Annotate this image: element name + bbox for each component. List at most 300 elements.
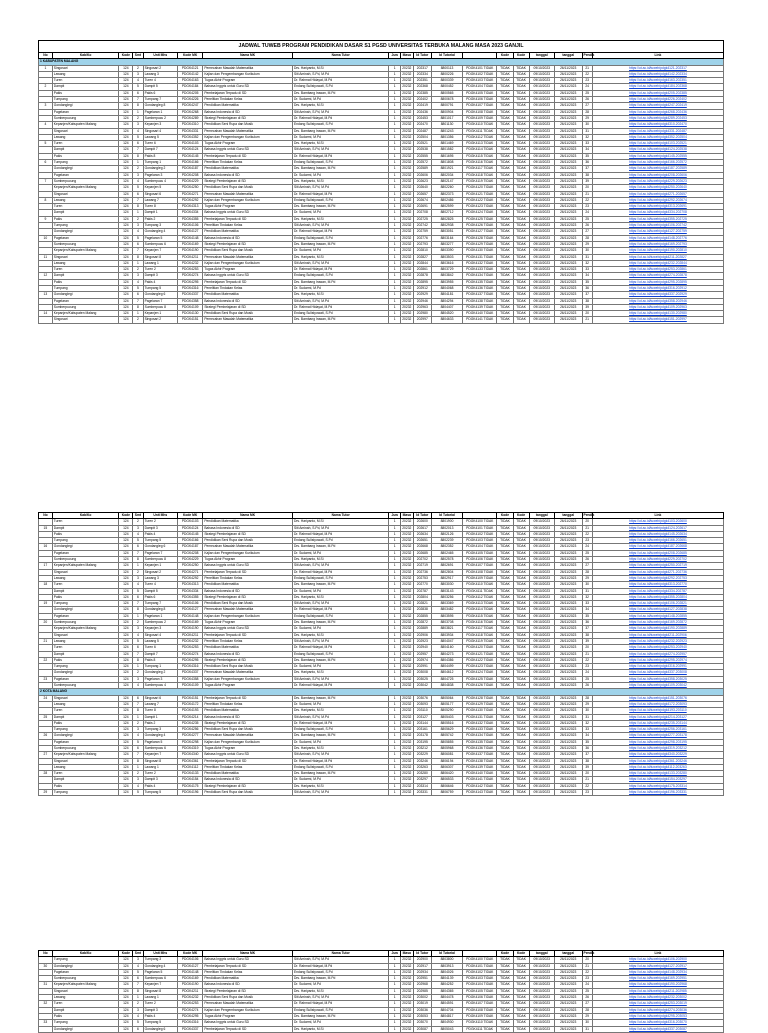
tuweb-link[interactable]: https://ut.ac.id/tuweb/pdgk4145-202555 — [592, 153, 723, 159]
status-cell: TIDAK — [513, 790, 529, 796]
tuweb-link[interactable]: https://ut.ac.id/tuweb/pdgk4313-202770 — [592, 582, 723, 588]
tuweb-link[interactable]: https://ut.ac.id/tuweb/pdgk4127-202838 — [592, 607, 723, 613]
tuweb-link[interactable]: https://ut.ac.id/tuweb/pdgk4316-203070 — [592, 1020, 723, 1026]
juw-cell: 1 — [389, 172, 400, 178]
nama-tutor-cell: Drs. Bambang Irawan, M.Pd — [292, 771, 389, 777]
extra-cell: PDGK4129 TIDAK — [463, 241, 497, 247]
row-number: 16 — [39, 544, 53, 550]
juw-cell: 1 — [389, 191, 400, 197]
masa-cell: 20232 — [402, 1007, 412, 1012]
kabko-cell: Kepanjen/Kabupaten Malang — [52, 311, 119, 317]
tanggal-cell: 26/11/2023 — [554, 739, 582, 745]
tuweb-link[interactable]: https://ut.ac.id/tuweb/pdgk4289-202453 — [592, 115, 723, 121]
tuweb-link[interactable]: https://ut.ac.id/tuweb/pdgk4166-202572 — [592, 160, 723, 166]
nama-tutor-cell: Drs. Hariyanto, M.Si — [292, 557, 389, 563]
tanggal-cell: 26/11/2023 — [554, 683, 582, 689]
unit-cell: Singosari 8 — [143, 758, 177, 764]
column-header: Link — [592, 53, 723, 59]
tuweb-link[interactable]: https://ut.ac.id/tuweb/pdgk4256-203161 — [592, 727, 723, 733]
masa-cell: 20232 — [402, 783, 412, 788]
id-tutorial-cell: 8804591 — [431, 1001, 462, 1007]
id-tutorial-cell: 8804478 — [431, 995, 462, 1001]
tuweb-link[interactable]: https://ut.ac.id/tuweb/pdgk4274-202878 — [592, 273, 723, 279]
nama-mk-cell: Pendidikan Matematika — [203, 229, 293, 235]
status-cell: TIDAK — [497, 223, 513, 229]
tuweb-link[interactable]: https://ut.ac.id/tuweb/pdgk4163-202351 — [592, 78, 723, 84]
tuweb-link[interactable]: https://ut.ac.id/tuweb/pdgk4355-202725 — [592, 216, 723, 222]
nama-mk-cell: Pendidikan Matematika — [203, 166, 293, 172]
row-number: 15 — [39, 525, 53, 531]
tuweb-link[interactable]: https://ut.ac.id/tuweb/pdgk4151-202997 — [592, 317, 723, 323]
tuweb-link[interactable]: https://ut.ac.id/tuweb/pdgk4190-202889 — [592, 626, 723, 632]
pendik-cell: 22 — [582, 657, 592, 663]
kode-cell: 124 — [119, 601, 133, 607]
nama-tutor-cell: Endang Sulistyowati, S.Pd — [292, 197, 389, 203]
tuweb-link[interactable]: https://ut.ac.id/tuweb/pdgk4166-202651 — [592, 538, 723, 544]
kode-cell: 124 — [119, 963, 133, 969]
unit-cell: Kepanjen 5 — [143, 185, 177, 191]
masa-cell: 20232 — [402, 109, 412, 114]
tanggal-cell: 26/11/2023 — [554, 976, 582, 982]
tuweb-link[interactable]: https://ut.ac.id/tuweb/pdgk4124-202538 — [592, 147, 723, 153]
juw-cell: 1 — [389, 254, 400, 260]
unit-cell: Sumberpucu 8 — [143, 557, 177, 563]
tuweb-link[interactable]: https://ut.ac.id/tuweb/pdgk4124-202617 — [592, 525, 723, 531]
kabko-cell: Singosari — [52, 632, 119, 638]
status-cell: TIDAK — [497, 569, 513, 575]
tuweb-link[interactable]: https://ut.ac.id/tuweb/pdgk4142-202334 — [592, 71, 723, 77]
juw-cell: 1 — [389, 626, 400, 632]
kode-mk-cell: PDGK4121 — [178, 65, 203, 71]
kabko-cell: Singosari — [52, 65, 119, 71]
pendik-cell: 20 — [582, 645, 592, 651]
masa-cell: 20232 — [402, 1026, 412, 1031]
tuweb-link[interactable]: https://ut.ac.id/tuweb/pdgk4352-202504 — [592, 134, 723, 140]
kode-cell: 124 — [119, 550, 133, 556]
tuweb-link[interactable]: https://ut.ac.id/tuweb/pdgk4127-202917 — [592, 963, 723, 969]
tuweb-link[interactable]: https://ut.ac.id/tuweb/pdgk4247-202419 — [592, 103, 723, 109]
tuweb-link[interactable]: https://ut.ac.id/tuweb/pdgk4154-203297 — [592, 777, 723, 783]
status-cell: TIDAK — [513, 601, 529, 607]
tuweb-link[interactable]: https://ut.ac.id/tuweb/pdgk4148-202776 — [592, 235, 723, 241]
extra-cell: PDGK4113 TIDAK — [463, 141, 497, 147]
tuweb-link[interactable]: https://ut.ac.id/tuweb/pdgk4175-203314 — [592, 783, 723, 789]
status-cell: TIDAK — [497, 1020, 513, 1026]
document-title: JADWAL TUWEB PROGRAM PENDIDIKAN DASAR S1 PGSD UNIVERSITAS TERBUKA MALANG MASA 2023 GANJIL — [38, 40, 724, 52]
tuweb-link[interactable]: https://ut.ac.id/tuweb/pdgk4148-202934 — [592, 969, 723, 975]
tuweb-link[interactable]: https://ut.ac.id/tuweb/pdgk4169-202872 — [592, 620, 723, 626]
tuweb-link[interactable]: https://ut.ac.id/tuweb/pdgk4205-202385 — [592, 90, 723, 96]
semester-cell: 3 — [133, 626, 143, 632]
status-cell: TIDAK — [513, 172, 529, 178]
tuweb-link[interactable]: https://ut.ac.id/tuweb/pdgk4358-203025 — [592, 676, 723, 682]
id-tutorial-cell: 8804838 — [431, 683, 462, 689]
extra-cell: PDGK4102 TIDAK — [463, 531, 497, 537]
tanggal-cell: 09/10/2023 — [529, 557, 554, 563]
column-header: tanggal — [554, 951, 582, 957]
nama-mk-cell: Pembelajaran Terpadu di SD — [203, 695, 293, 701]
semester-cell: 2 — [133, 115, 143, 121]
tuweb-link[interactable]: https://ut.ac.id/tuweb/pdgk4271-202657 — [592, 191, 723, 197]
id-tutor-cell: 202946 — [413, 298, 431, 304]
tuweb-link[interactable]: https://ut.ac.id/tuweb/pdgk4232-203002 — [592, 995, 723, 1001]
semester-cell: 3 — [133, 172, 143, 178]
kode-mk-cell: PDGK4235 — [178, 720, 203, 726]
masa-cell: 20232 — [402, 594, 412, 599]
status-cell: TIDAK — [513, 147, 529, 153]
id-tutorial-cell: 8806420 — [431, 771, 462, 777]
tuweb-link[interactable]: https://ut.ac.id/tuweb/pdgk4103-202521 — [592, 141, 723, 147]
tuweb-link[interactable]: https://ut.ac.id/tuweb/pdgk4133-203280 — [592, 771, 723, 777]
juw-cell: 1 — [389, 733, 400, 739]
kode-mk-cell: PDGK4124 — [178, 525, 203, 531]
tuweb-link[interactable]: https://ut.ac.id/tuweb/pdgk4184-202368 — [592, 84, 723, 90]
id-tutor-cell: 202810 — [413, 248, 431, 254]
nama-mk-cell: Pembelajaran Terpadu di SD — [203, 279, 293, 285]
tanggal-cell: 26/11/2023 — [554, 632, 582, 638]
tuweb-link[interactable]: https://ut.ac.id/tuweb/pdgk4235-203144 — [592, 720, 723, 726]
nama-tutor-cell: Dr. Sudarmi, M.Pd — [292, 172, 389, 178]
tuweb-link[interactable]: https://ut.ac.id/tuweb/pdgk4145-202634 — [592, 531, 723, 537]
tanggal-cell: 09/10/2023 — [529, 544, 554, 550]
id-tutor-cell: 202470 — [413, 122, 431, 128]
id-tutorial-cell: 8805403 — [431, 714, 462, 720]
tuweb-link[interactable]: https://ut.ac.id/tuweb/pdgk4187-202668 — [592, 544, 723, 550]
tuweb-link[interactable]: https://ut.ac.id/tuweb/pdgk4250-202719 — [592, 563, 723, 569]
table-row — [39, 317, 724, 323]
semester-cell: 8 — [133, 607, 143, 613]
tanggal-cell: 09/10/2023 — [529, 790, 554, 796]
kode-mk-cell: PDGK4151 — [178, 695, 203, 701]
semester-cell: 3 — [133, 223, 143, 229]
tanggal-cell: 09/10/2023 — [529, 733, 554, 739]
row-number: 8 — [39, 197, 53, 203]
tuweb-link[interactable]: https://ut.ac.id/tuweb/pdgk4106-202821 — [592, 601, 723, 607]
nama-mk-cell: Tugas Akhir Program — [203, 745, 293, 751]
tuweb-link[interactable]: https://ut.ac.id/tuweb/pdgk4109-202963 — [592, 304, 723, 310]
kabko-cell: Tumpang — [52, 97, 119, 103]
tanggal-cell: 26/11/2023 — [554, 582, 582, 588]
id-tutorial-cell: 8803390 — [431, 248, 462, 254]
id-tutorial-cell: 8802917 — [431, 575, 462, 581]
id-tutorial-cell: 8801808 — [431, 160, 462, 166]
nama-tutor-cell: Dr. Rahmat Hidayat, M.Pd — [292, 531, 389, 537]
tanggal-cell: 26/11/2023 — [554, 178, 582, 184]
tuweb-link[interactable]: https://ut.ac.id/tuweb/pdgk4277-203178 — [592, 733, 723, 739]
tuweb-link[interactable]: https://ut.ac.id/tuweb/pdgk4337-203008 — [592, 670, 723, 676]
nama-tutor-cell: Siti Aminah, S.Pd, M.Pd — [292, 714, 389, 720]
masa-cell: 20232 — [402, 695, 412, 700]
status-cell: TIDAK — [513, 235, 529, 241]
tuweb-link[interactable]: https://ut.ac.id/tuweb/pdgk4214-203127 — [592, 714, 723, 720]
tuweb-link[interactable]: https://ut.ac.id/tuweb/pdgk4169-202951 — [592, 976, 723, 982]
unit-cell: Pakis 2 — [143, 216, 177, 222]
kode-cell: 124 — [119, 185, 133, 191]
row-number — [39, 1026, 53, 1032]
tuweb-link[interactable]: https://ut.ac.id/tuweb/pdgk4253-202940 — [592, 645, 723, 651]
tuweb-link[interactable]: https://ut.ac.id/tuweb/pdgk4358-202946 — [592, 298, 723, 304]
tuweb-link[interactable]: https://ut.ac.id/tuweb/pdgk4253-203019 — [592, 1001, 723, 1007]
nama-tutor-cell: Drs. Hariyanto, M.Si — [292, 783, 389, 789]
masa-cell: 20232 — [402, 790, 412, 795]
nama-mk-cell: Bahasa Indonesia di SD — [203, 777, 293, 783]
kode-cell: 124 — [119, 969, 133, 975]
tanggal-cell: 26/11/2023 — [554, 97, 582, 103]
tuweb-link[interactable]: https://ut.ac.id/tuweb/pdgk4334-202708 — [592, 210, 723, 216]
masa-cell: 20232 — [402, 626, 412, 631]
kode-cell: 124 — [119, 134, 133, 140]
status-cell: TIDAK — [513, 701, 529, 707]
tanggal-cell: 09/10/2023 — [529, 235, 554, 241]
semester-cell: 8 — [133, 204, 143, 210]
masa-cell: 20232 — [402, 777, 412, 782]
nama-tutor-cell: Drs. Bambang Irawan, M.Pd — [292, 166, 389, 172]
tanggal-cell: 09/10/2023 — [529, 1001, 554, 1007]
id-tutorial-cell: 8804273 — [431, 651, 462, 657]
tuweb-link[interactable]: https://ut.ac.id/tuweb/pdgk4211-202906 — [592, 632, 723, 638]
tuweb-link[interactable]: https://ut.ac.id/tuweb/pdgk4112-203263 — [592, 764, 723, 770]
unit-cell: Pakis 6 — [143, 594, 177, 600]
tuweb-link[interactable]: https://ut.ac.id/tuweb/pdgk4106-202900 — [592, 957, 723, 963]
tuweb-link[interactable]: https://ut.ac.id/tuweb/pdgk4298-203195 — [592, 739, 723, 745]
kode-cell: 124 — [119, 115, 133, 121]
tanggal-cell: 09/10/2023 — [529, 317, 554, 323]
kabko-cell: Tumpang — [52, 601, 119, 607]
tanggal-cell: 09/10/2023 — [529, 285, 554, 291]
status-cell: TIDAK — [513, 963, 529, 969]
tuweb-link[interactable]: https://ut.ac.id/tuweb/pdgk4208-202606 — [592, 172, 723, 178]
tuweb-link[interactable]: https://ut.ac.id/tuweb/pdgk4127-202759 — [592, 229, 723, 235]
extra-cell: PDGK4104 TIDAK — [463, 982, 497, 988]
kode-cell: 124 — [119, 216, 133, 222]
kabko-cell: Dampit — [52, 651, 119, 657]
tuweb-link[interactable]: https://ut.ac.id/tuweb/pdgk4196-203331 — [592, 790, 723, 796]
semester-cell: 7 — [133, 701, 143, 707]
masa-cell: 20232 — [402, 260, 412, 265]
tuweb-link[interactable]: https://ut.ac.id/tuweb/pdgk4250-202640 — [592, 185, 723, 191]
tanggal-cell: 09/10/2023 — [529, 103, 554, 109]
tanggal-cell: 09/10/2023 — [529, 714, 554, 720]
id-tutor-cell: 202787 — [413, 588, 431, 594]
tuweb-link[interactable]: https://ut.ac.id/tuweb/pdgk4337-203087 — [592, 1026, 723, 1032]
kabko-cell: Tumpang — [52, 538, 119, 544]
id-tutorial-cell: 8801017 — [431, 115, 462, 121]
nama-mk-cell: Bahasa Inggris untuk Guru SD — [203, 957, 293, 963]
tuweb-link[interactable]: https://ut.ac.id/tuweb/pdgk4295-202895 — [592, 279, 723, 285]
status-cell: TIDAK — [497, 557, 513, 563]
tuweb-link[interactable]: https://ut.ac.id/tuweb/pdgk4103-202600 — [592, 519, 723, 525]
semester-cell: 4 — [133, 178, 143, 184]
unit-cell: Lawang 1 — [143, 995, 177, 1001]
extra-cell: PDGK4136 TIDAK — [463, 745, 497, 751]
pendik-cell: 23 — [582, 790, 592, 796]
tuweb-link[interactable]: https://ut.ac.id/tuweb/pdgk4268-202436 — [592, 109, 723, 115]
tuweb-link[interactable]: https://ut.ac.id/tuweb/pdgk4316-202991 — [592, 664, 723, 670]
tuweb-link[interactable]: https://ut.ac.id/tuweb/pdgk4190-202968 — [592, 982, 723, 988]
tuweb-link[interactable]: https://ut.ac.id/tuweb/pdgk4229-202702 — [592, 557, 723, 563]
semester-cell: 4 — [133, 229, 143, 235]
kabko-cell: Sumberpucung — [52, 178, 119, 184]
tuweb-link[interactable]: https://ut.ac.id/tuweb/pdgk4274-203036 — [592, 1007, 723, 1013]
status-cell: TIDAK — [497, 620, 513, 626]
tanggal-cell: 26/11/2023 — [554, 563, 582, 569]
tuweb-link[interactable]: https://ut.ac.id/tuweb/pdgk4292-202674 — [592, 197, 723, 203]
tuweb-link[interactable]: https://ut.ac.id/tuweb/pdgk4211-202827 — [592, 254, 723, 260]
tanggal-cell: 09/10/2023 — [529, 172, 554, 178]
kode-mk-cell: PDGK4151 — [178, 317, 203, 323]
tuweb-link[interactable]: https://ut.ac.id/tuweb/pdgk4361-203246 — [592, 758, 723, 764]
tuweb-link[interactable]: https://ut.ac.id/tuweb/pdgk4208-202685 — [592, 550, 723, 556]
unit-cell: Gondangleg 2 — [143, 166, 177, 172]
id-tutor-cell: 202844 — [413, 260, 431, 266]
kode-cell: 124 — [119, 594, 133, 600]
kabko-cell: Pagelaran — [52, 550, 119, 556]
pendik-cell: 21 — [582, 777, 592, 783]
kode-mk-cell: PDGK4229 — [178, 557, 203, 563]
juw-cell: 1 — [389, 708, 400, 714]
status-cell: TIDAK — [497, 670, 513, 676]
status-cell: TIDAK — [497, 1001, 513, 1007]
status-cell: TIDAK — [497, 651, 513, 657]
tuweb-link[interactable]: https://ut.ac.id/tuweb/pdgk4310-202470 — [592, 122, 723, 128]
tuweb-link[interactable]: https://ut.ac.id/tuweb/pdgk4355-202804 — [592, 594, 723, 600]
tanggal-cell: 26/11/2023 — [554, 84, 582, 90]
masa-cell: 20232 — [402, 147, 412, 152]
masa-cell: 20232 — [402, 544, 412, 549]
status-cell: TIDAK — [513, 279, 529, 285]
id-tutor-cell: 202793 — [413, 241, 431, 247]
extra-cell: PDGK4106 TIDAK — [463, 557, 497, 563]
tanggal-cell: 26/11/2023 — [554, 147, 582, 153]
tuweb-link[interactable]: https://ut.ac.id/tuweb/pdgk4130-202980 — [592, 311, 723, 317]
pendik-cell: 25 — [582, 676, 592, 682]
kode-cell: 124 — [119, 758, 133, 764]
id-tutorial-cell: 8804704 — [431, 1007, 462, 1013]
tuweb-link[interactable]: https://ut.ac.id/tuweb/pdgk4232-202923 — [592, 638, 723, 644]
tanggal-cell: 26/11/2023 — [554, 525, 582, 531]
tanggal-cell: 26/11/2023 — [554, 758, 582, 764]
tanggal-cell: 26/11/2023 — [554, 260, 582, 266]
tanggal-cell: 09/10/2023 — [529, 745, 554, 751]
tuweb-link[interactable]: https://ut.ac.id/tuweb/pdgk4316-202912 — [592, 285, 723, 291]
id-tutor-cell: 203263 — [413, 764, 431, 770]
column-header: No — [39, 513, 53, 519]
tuweb-link[interactable]: https://ut.ac.id/tuweb/pdgk4319-203212 — [592, 745, 723, 751]
unit-cell: Pagelaran 1 — [143, 613, 177, 619]
masa-cell: 20232 — [402, 771, 412, 776]
tuweb-link[interactable]: https://ut.ac.id/tuweb/pdgk4106-202742 — [592, 223, 723, 229]
tuweb-link[interactable]: https://ut.ac.id/tuweb/pdgk4187-202589 — [592, 166, 723, 172]
tuweb-link[interactable]: https://ut.ac.id/tuweb/pdgk4226-202402 — [592, 97, 723, 103]
kabko-cell: Turen — [52, 1001, 119, 1007]
tuweb-link[interactable]: https://ut.ac.id/tuweb/pdgk4292-202753 — [592, 575, 723, 581]
kode-mk-cell: PDGK4316 — [178, 664, 203, 670]
tuweb-link[interactable]: https://ut.ac.id/tuweb/pdgk4232-202844 — [592, 260, 723, 266]
semester-cell: 8 — [133, 304, 143, 310]
tuweb-link[interactable]: https://ut.ac.id/tuweb/pdgk4190-202810 — [592, 248, 723, 254]
tuweb-link[interactable]: https://ut.ac.id/tuweb/pdgk4334-202787 — [592, 588, 723, 594]
row-number: 33 — [39, 1020, 53, 1026]
kode-mk-cell: PDGK4355 — [178, 594, 203, 600]
nama-mk-cell: Pemecahan Masalah Matematika — [203, 607, 293, 613]
status-cell: TIDAK — [497, 109, 513, 115]
kode-cell: 124 — [119, 957, 133, 963]
kabko-cell: Pakis — [52, 153, 119, 159]
unit-cell: Gondangleg 6 — [143, 544, 177, 550]
kode-cell: 124 — [119, 727, 133, 733]
kabko-cell: Pagelaran — [52, 613, 119, 619]
tuweb-link[interactable]: https://ut.ac.id/tuweb/pdgk4313-202691 — [592, 204, 723, 210]
kode-mk-cell: PDGK4106 — [178, 601, 203, 607]
tuweb-link[interactable]: https://ut.ac.id/tuweb/pdgk4331-202487 — [592, 128, 723, 134]
kode-cell: 124 — [119, 575, 133, 581]
id-tutor-cell: 202436 — [413, 109, 431, 115]
semester-cell: 4 — [133, 683, 143, 689]
kode-cell: 124 — [119, 248, 133, 254]
status-cell: TIDAK — [497, 279, 513, 285]
juw-cell: 1 — [389, 229, 400, 235]
unit-cell: Turen 4 — [143, 582, 177, 588]
status-cell: TIDAK — [513, 783, 529, 789]
tuweb-link[interactable]: https://ut.ac.id/tuweb/pdgk4109-203042 — [592, 683, 723, 689]
masa-cell: 20232 — [402, 128, 412, 133]
tanggal-cell: 09/10/2023 — [529, 645, 554, 651]
kabko-cell: Dampit — [52, 777, 119, 783]
tuweb-link[interactable]: https://ut.ac.id/tuweb/pdgk4121-202317 — [592, 65, 723, 71]
tuweb-link[interactable]: https://ut.ac.id/tuweb/pdgk4337-202929 — [592, 292, 723, 298]
unit-cell: Dampit 1 — [143, 714, 177, 720]
kode-mk-cell: PDGK4169 — [178, 976, 203, 982]
nama-tutor-cell: Drs. Hariyanto, M.Si — [292, 216, 389, 222]
semester-cell: 8 — [133, 758, 143, 764]
tuweb-link[interactable]: https://ut.ac.id/tuweb/pdgk4229-202623 — [592, 178, 723, 184]
nama-tutor-cell: Dr. Rahmat Hidayat, M.Pd — [292, 229, 389, 235]
juw-cell: 1 — [389, 745, 400, 751]
id-tutor-cell: 203008 — [413, 670, 431, 676]
nama-tutor-cell: Endang Sulistyowati, S.Pd — [292, 122, 389, 128]
tuweb-link[interactable]: https://ut.ac.id/tuweb/pdgk4295-203053 — [592, 1013, 723, 1019]
tuweb-link[interactable]: https://ut.ac.id/tuweb/pdgk4193-203110 — [592, 708, 723, 714]
nama-mk-cell: Pendidikan Seni Rupa dan Musik — [203, 122, 293, 128]
extra-cell: PDGK4141 TIDAK — [463, 317, 497, 323]
juw-cell: 1 — [389, 1020, 400, 1026]
tuweb-link[interactable]: https://ut.ac.id/tuweb/pdgk4172-203093 — [592, 701, 723, 707]
tuweb-link[interactable]: https://ut.ac.id/tuweb/pdgk4295-202974 — [592, 657, 723, 663]
unit-cell: Gondangleg 6 — [143, 292, 177, 298]
tuweb-link[interactable]: https://ut.ac.id/tuweb/pdgk4148-202855 — [592, 613, 723, 619]
tuweb-link[interactable]: https://ut.ac.id/tuweb/pdgk4211-202985 — [592, 988, 723, 994]
tuweb-link[interactable]: https://ut.ac.id/tuweb/pdgk4169-202793 — [592, 241, 723, 247]
tuweb-link[interactable]: https://ut.ac.id/tuweb/pdgk4253-202861 — [592, 267, 723, 273]
kabko-cell: Tumpang — [52, 957, 119, 963]
tuweb-link[interactable]: https://ut.ac.id/tuweb/pdgk4271-202736 — [592, 569, 723, 575]
tanggal-cell: 09/10/2023 — [529, 216, 554, 222]
pendik-cell: 22 — [582, 783, 592, 789]
id-tutor-cell: 202419 — [413, 103, 431, 109]
tuweb-link[interactable]: https://ut.ac.id/tuweb/pdgk4340-203229 — [592, 752, 723, 758]
nama-tutor-cell: Siti Aminah, S.Pd, M.Pd — [292, 676, 389, 682]
id-tutorial-cell: 8806307 — [431, 764, 462, 770]
kode-cell: 124 — [119, 1001, 133, 1007]
tuweb-link[interactable]: https://ut.ac.id/tuweb/pdgk4274-202957 — [592, 651, 723, 657]
tuweb-link[interactable]: https://ut.ac.id/tuweb/pdgk4151-203076 — [592, 695, 723, 701]
semester-cell: 1 — [133, 260, 143, 266]
pendik-cell: 31 — [582, 128, 592, 134]
nama-mk-cell: Pendidikan Matematika — [203, 103, 293, 109]
kode-mk-cell: PDGK4277 — [178, 733, 203, 739]
unit-cell: Kepanjen 3 — [143, 626, 177, 632]
unit-cell: Pakis 4 — [143, 531, 177, 537]
